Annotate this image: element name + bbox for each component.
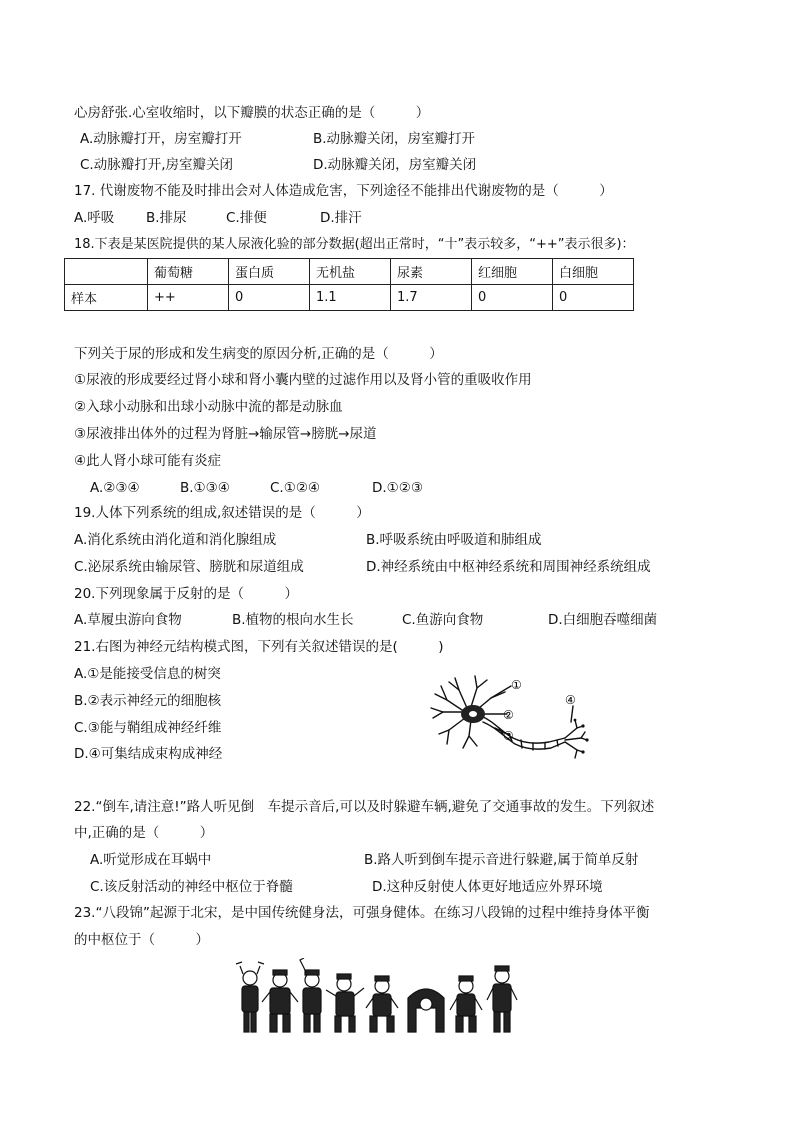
table-header-cell: 蛋白质	[229, 259, 310, 285]
q19-stem: 19.人体下列系统的组成,叙述错误的是（ ）	[74, 505, 370, 521]
table-header-row	[65, 259, 634, 285]
baduanjin-figures-illustration	[232, 958, 528, 1038]
q18-question: 下列关于尿的形成和发生病变的原因分析,正确的是（ ）	[74, 346, 443, 362]
q18-option-c: C.①②④	[270, 480, 321, 496]
q23-stem-line2: 的中枢位于（ ）	[74, 932, 209, 948]
table-cell: 0	[472, 285, 553, 311]
table-header-cell: 红细胞	[472, 259, 553, 285]
q18-statement-2: ②入球小动脉和出球小动脉中流的都是动脉血	[74, 399, 343, 415]
q18-statement-4: ④此人肾小球可能有炎症	[74, 453, 222, 469]
q18-option-a: A.②③④	[90, 480, 140, 496]
table-header-cell: 葡萄糖	[148, 259, 229, 285]
q17-option-a: A.呼吸	[74, 210, 115, 226]
table-header-cell	[65, 259, 148, 285]
q19-option-c: C.泌尿系统由输尿管、膀胱和尿道组成	[74, 559, 304, 575]
q17-option-d: D.排汗	[320, 210, 362, 226]
q17-stem: 17. 代谢废物不能及时排出会对人体造成危害，下列途径不能排出代谢废物的是（ ）	[74, 183, 613, 199]
q18-stem: 18.下表是某医院提供的某人尿液化验的部分数据(超出正常时，“十”表示较多，“++”表示很多)：	[74, 237, 635, 252]
q16-option-d: D.动脉瓣关闭，房室瓣关闭	[313, 157, 477, 173]
q21-option-d: D.④可集结成束构成神经	[74, 746, 223, 762]
q21-option-a: A.①是能接受信息的树突	[74, 666, 221, 682]
q20-stem: 20.下列现象属于反射的是（ ）	[74, 586, 298, 602]
q19-option-b: B.呼吸系统由呼吸道和肺组成	[366, 532, 542, 548]
table-cell: 0	[229, 285, 310, 311]
q18-statement-1: ①尿液的形成要经过肾小球和肾小囊内壁的过滤作用以及肾小管的重吸收作用	[74, 372, 532, 388]
q16-option-b: B.动脉瓣关闭，房室瓣打开	[313, 131, 476, 147]
table-cell: 样本	[65, 285, 148, 311]
q22-option-c: C.该反射活动的神经中枢位于脊髓	[90, 879, 293, 895]
q22-option-a: A.听觉形成在耳蜗中	[90, 852, 212, 868]
q20-option-b: B.植物的根向水生长	[232, 612, 354, 628]
q21-option-b: B.②表示神经元的细胞核	[74, 693, 222, 709]
urine-test-table	[64, 258, 634, 311]
table-header-cell: 白细胞	[553, 259, 634, 285]
table-header-cell: 无机盐	[310, 259, 391, 285]
neuron-diagram	[425, 672, 595, 764]
table-cell: ++	[148, 285, 229, 311]
q16-option-a: A.动脉瓣打开，房室瓣打开	[80, 131, 242, 147]
table-row	[65, 285, 634, 311]
q18-option-d: D.①②③	[372, 480, 423, 496]
q19-option-d: D.神经系统由中枢神经系统和周围神经系统组成	[366, 559, 651, 575]
q16-option-c: C.动脉瓣打开,房室瓣关闭	[80, 157, 234, 173]
q23-stem-line1: 23.“八段锦”起源于北宋，是中国传统健身法，可强身健体。在练习八段锦的过程中维持身体平衡	[74, 905, 650, 921]
neuron-label-1: ①	[511, 678, 522, 692]
q20-option-d: D.白细胞吞噬细菌	[548, 612, 658, 628]
neuron-label-4: ④	[565, 693, 576, 707]
q17-option-c: C.排便	[226, 210, 267, 226]
q20-option-a: A.草履虫游向食物	[74, 612, 182, 628]
table-cell: 1.7	[391, 285, 472, 311]
q18-option-b: B.①③④	[180, 480, 230, 496]
table-cell: 0	[553, 285, 634, 311]
q16-stem: 心房舒张.心室收缩时，以下瓣膜的状态正确的是（ ）	[74, 105, 430, 121]
q22-stem-line1: 22.“倒车,请注意!”路人听见倒 车提示音后,可以及时躲避车辆,避免了交通事故的发生。下列叙述	[74, 799, 655, 815]
q22-option-b: B.路人听到倒车提示音进行躲避,属于简单反射	[364, 852, 639, 868]
q17-option-b: B.排尿	[146, 210, 187, 226]
neuron-label-3: ③	[503, 729, 514, 743]
q18-statement-3: ③尿液排出体外的过程为肾脏→输尿管→膀胱→尿道	[74, 426, 377, 442]
q20-option-c: C.鱼游向食物	[402, 612, 484, 628]
q21-stem: 21.右图为神经元结构模式图，下列有关叙述错误的是( )	[74, 639, 444, 655]
q21-option-c: C.③能与鞘组成神经纤维	[74, 720, 222, 736]
q22-stem-line2: 中,正确的是（ ）	[74, 825, 214, 841]
neuron-label-2: ②	[503, 708, 514, 722]
q22-option-d: D.这种反射使人体更好地适应外界环境	[372, 879, 603, 895]
table-header-cell: 尿素	[391, 259, 472, 285]
q19-option-a: A.消化系统由消化道和消化腺组成	[74, 532, 277, 548]
table-cell: 1.1	[310, 285, 391, 311]
